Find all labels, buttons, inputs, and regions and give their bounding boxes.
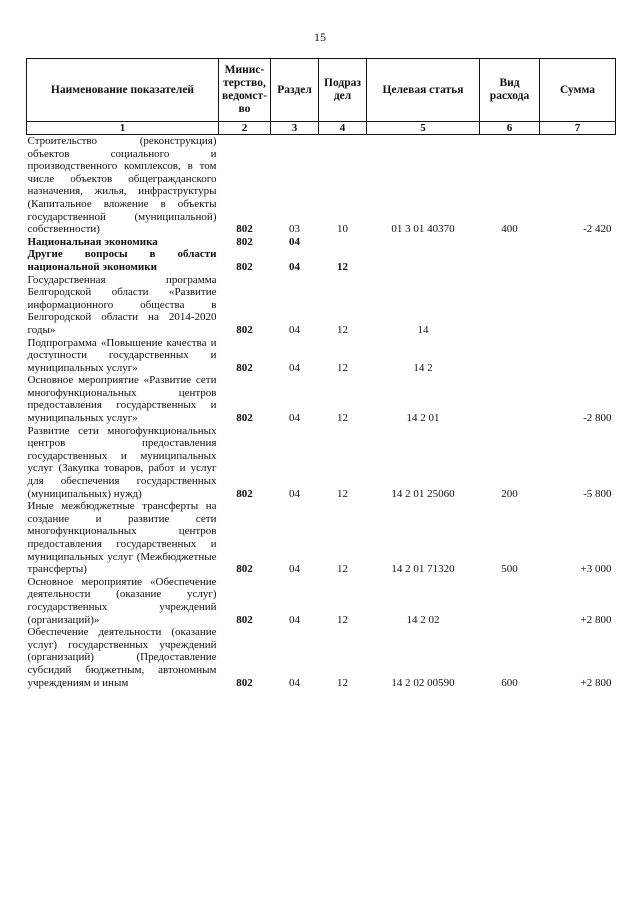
row-name: Национальная экономика (27, 235, 158, 248)
header-expense-type: Вид расхода (480, 59, 540, 122)
row-sum: +2 800 (580, 613, 612, 626)
row-ministry: 802 (236, 676, 253, 689)
table-row (27, 236, 616, 249)
header-target: Целевая статья (367, 59, 480, 122)
header-section: Раздел (271, 59, 319, 122)
table-header (27, 59, 616, 135)
row-name: Другие вопросы в области национальной экономики (27, 248, 217, 273)
row-ministry: 802 (236, 563, 253, 576)
row-expense-type (480, 374, 540, 424)
row-section: 04 (289, 487, 300, 500)
row-expense-type (480, 337, 540, 375)
column-number: 7 (540, 122, 616, 135)
row-ministry: 802 (236, 260, 253, 273)
row-target (367, 236, 480, 249)
row-subsection: 12 (337, 361, 348, 374)
header-ministry: Минис-терство, ведомст-во (219, 59, 271, 122)
column-number: 3 (271, 122, 319, 135)
row-sum: -5 800 (583, 487, 612, 500)
column-number: 6 (480, 122, 540, 135)
row-target: 14 (417, 323, 429, 336)
header-sum: Сумма (540, 59, 616, 122)
row-sum (540, 248, 616, 273)
row-subsection: 12 (337, 613, 348, 626)
row-section: 04 (289, 361, 300, 374)
row-expense-type (480, 274, 540, 337)
column-number: 4 (319, 122, 367, 135)
header-name: Наименование показателей (27, 59, 219, 122)
table-row (27, 425, 616, 501)
row-name: Подпрограмма «Повышение качества и доступности государственных и муниципальных услуг» (27, 336, 217, 374)
column-number: 1 (27, 122, 219, 135)
row-subsection: 12 (337, 323, 348, 336)
row-target: 14 2 01 25060 (391, 487, 455, 500)
row-section: 04 (289, 323, 300, 336)
row-ministry: 802 (236, 235, 253, 248)
row-subsection: 10 (337, 223, 348, 236)
row-section: 04 (289, 563, 300, 576)
page-number: 15 (314, 30, 326, 44)
column-number: 5 (367, 122, 480, 135)
row-ministry: 802 (236, 412, 253, 425)
row-expense-type: 200 (501, 487, 518, 500)
row-section: 04 (289, 260, 300, 273)
table-body (27, 135, 616, 690)
row-ministry: 802 (236, 361, 253, 374)
header-subsection: Подраз дел (319, 59, 367, 122)
row-subsection: 12 (337, 676, 348, 689)
row-name: Основное мероприятие «Обеспечение деятельности (оказание услуг) государственных учреждений (организаций)» (27, 575, 217, 626)
row-subsection: 12 (337, 260, 348, 273)
row-name: Развитие сети многофункциональных центров предоставления государственных и муниципальных услуг (Закупка товаров, работ и услуг для обеспечения государственных (муниципальных) нужд) (27, 424, 217, 500)
row-section: 04 (289, 613, 300, 626)
row-ministry: 802 (236, 487, 253, 500)
row-section: 04 (289, 412, 300, 425)
row-sum: -2 800 (583, 412, 612, 425)
row-section: 04 (289, 676, 300, 689)
table-row (27, 374, 616, 424)
row-ministry: 802 (236, 613, 253, 626)
row-ministry: 802 (236, 223, 253, 236)
row-expense-type (480, 236, 540, 249)
table-row (27, 135, 616, 236)
table-row (27, 500, 616, 576)
budget-table (26, 58, 616, 689)
row-subsection: 12 (337, 563, 348, 576)
row-target: 14 2 01 (406, 412, 440, 425)
row-expense-type: 600 (501, 676, 518, 689)
row-name: Иные межбюджетные трансферты на создание и развитие сети многофункциональных центров предоставления государственных и муниципальных услуг (Межбюджетные трансферты) (27, 500, 217, 576)
row-name: Государственная программа Белгородской области «Развитие информационного общества в Белгородской области на 2014-2020 годы» (27, 273, 217, 336)
row-sum: +3 000 (580, 563, 612, 576)
row-name: Основное мероприятие «Развитие сети многофункциональных центров предоставления государственных и муниципальных услуг» (27, 374, 217, 425)
table-row (27, 248, 616, 273)
row-name: Строительство (реконструкция) объектов социального и производственного комплексов, в том числе объектов общегражданского назначения, жилья, инфраструктуры (Капитальное вложение в объекты государственной (муниципальной) собственности) (27, 135, 217, 236)
row-target (367, 248, 480, 273)
row-subsection (319, 236, 367, 249)
row-sum (540, 236, 616, 249)
row-subsection: 12 (337, 412, 348, 425)
row-section: 03 (289, 223, 300, 236)
column-number: 2 (219, 122, 271, 135)
row-expense-type (480, 248, 540, 273)
row-subsection: 12 (337, 487, 348, 500)
row-target: 14 2 02 00590 (391, 676, 455, 689)
table-row (27, 274, 616, 337)
table-row (27, 337, 616, 375)
row-target: 14 2 01 71320 (391, 563, 455, 576)
row-expense-type: 400 (501, 223, 518, 236)
row-target: 14 2 (413, 361, 433, 374)
row-target: 14 2 02 (406, 613, 440, 626)
row-target: 01 3 01 40370 (391, 223, 455, 236)
row-expense-type: 500 (501, 563, 518, 576)
row-ministry: 802 (236, 323, 253, 336)
row-sum: -2 420 (583, 223, 612, 236)
table-row (27, 576, 616, 626)
row-sum (540, 274, 616, 337)
table-row (27, 626, 616, 689)
row-sum: +2 800 (580, 676, 612, 689)
row-name: Обеспечение деятельности (оказание услуг) государственных учреждений (организаций) (Предоставление субсидий бюджетным, автономным учреждениям и иным (27, 626, 217, 689)
row-section: 04 (289, 235, 300, 248)
row-expense-type (480, 576, 540, 626)
row-sum (540, 337, 616, 375)
